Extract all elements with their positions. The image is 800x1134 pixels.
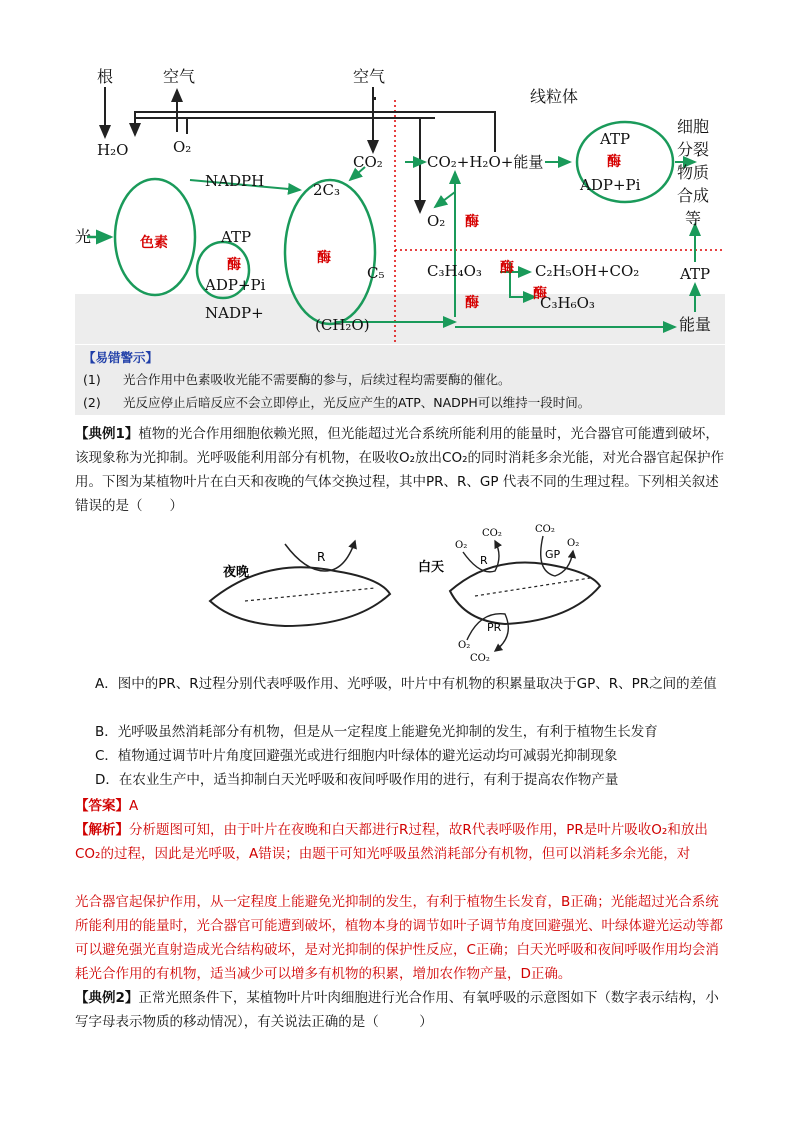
label-ch2o: (CH₂O) [315, 316, 370, 334]
day-co2-label: CO₂ [482, 528, 502, 539]
option-b: B．光呼吸虽然消耗部分有机物，但是从一定程度上能避免光抑制的发生，有利于植物生长发育 [95, 724, 658, 740]
label-ethanol: C₂H₅OH+CO₂ [535, 262, 640, 280]
day-o2-label: O₂ [455, 540, 468, 551]
label-atp-light: ATP [221, 228, 252, 246]
pr-co2-label: CO₂ [470, 653, 490, 664]
photosynthesis-respiration-diagram [75, 62, 725, 344]
warning-item: (1) 光合作用中色素吸收光能不需要酶的参与，后续过程均需要酶的催化。 [83, 372, 511, 387]
label-h2o: H₂O [97, 141, 129, 159]
gp-label: GP [545, 548, 561, 561]
label-enzyme-mito: 酶 [607, 154, 621, 170]
label-co2: CO₂ [353, 153, 383, 171]
label-o2-top: O₂ [173, 138, 192, 156]
label-enzyme-pyruvate: 酶 [465, 295, 479, 311]
svg-text:细胞: 细胞 [677, 117, 710, 136]
pr-label: PR [487, 621, 502, 634]
diagram-bottom-shade [75, 294, 725, 344]
label-enzyme-light: 酶 [227, 257, 241, 273]
label-light: 光 [75, 227, 92, 246]
option-c: C．植物通过调节叶片角度回避强光或进行细胞内叶绿体的避光运动均可减弱光抑制现象 [95, 748, 618, 764]
label-air-2: 空气 [353, 67, 386, 86]
answer: 【答案】A [75, 798, 139, 814]
label-o2-mito: O₂ [427, 212, 446, 230]
label-energy: 能量 [679, 315, 712, 334]
gp-o2-label: O₂ [567, 538, 580, 549]
night-r-label: R [317, 550, 326, 564]
day-leaf [450, 563, 600, 624]
label-nadph: NADPH [205, 172, 265, 190]
svg-text:等: 等 [685, 209, 702, 228]
label-atp-mito: ATP [600, 130, 631, 148]
label-enzyme-lactate: 酶 [533, 286, 547, 302]
label-adp-light: ADP+Pi [205, 276, 266, 294]
svg-text:物质: 物质 [677, 163, 710, 182]
day-r-label: R [480, 554, 488, 567]
label-c3h4o3: C₃H₄O₃ [427, 262, 482, 280]
day-label: 白天 [418, 560, 445, 575]
label-enzyme-ethanol: 酶 [500, 260, 514, 276]
label-enzyme-o2: 酶 [465, 214, 479, 230]
label-nadp: NADP+ [205, 304, 264, 322]
example-1-question: 【典例1】植物的光合作用细胞依赖光照，但光能超过光合系统所能利用的能量时，光合器官可能遭到破坏，该现象称为光抑制。光呼吸能利用部分有机物，在吸收O₂放出CO₂的同时消耗多余光能，对光合器官起保护作用。下图为某植物叶片在白天和夜晚的气体交换过程，其中PR、R、GP 代表不同的生理过程。下列相关叙述错误的是（ ） [75, 426, 725, 514]
gp-co2-label: CO₂ [535, 524, 555, 535]
label-2c3: 2C₃ [313, 181, 341, 199]
warning-box [75, 345, 725, 415]
warning-title: 【易错警示】 [83, 350, 159, 365]
label-pigment: 色素 [140, 235, 168, 251]
example-2-question: 【典例2】正常光照条件下，某植物叶片叶肉细胞进行光合作用、有氧呼吸的示意图如下（数字表示结构，小写字母表示物质的移动情况），有关说法正确的是（ ） [75, 990, 719, 1030]
option-a: A．图中的PR、R过程分别代表呼吸作用、光呼吸，叶片中有机物的积累量取决于GP、R、PR之间的差值 [95, 676, 717, 692]
svg-text:合成: 合成 [677, 186, 710, 205]
option-d: D．在农业生产中，适当抑制白天光呼吸和夜间呼吸作用的进行，有利于提高农作物产量 [95, 772, 619, 788]
label-air-1: 空气 [163, 67, 196, 86]
analysis-part-2: 光合器官起保护作用，从一定程度上能避免光抑制的发生，有利于植物生长发育，B正确；光能超过光合系统所能利用的能量时，光合器官可能遭到破坏，植物本身的调节如叶子调节角度回避强光、叶绿体避光运动等都可以避免强光直射造成光合结构破坏，是对光抑制的保护性反应，C正确；白天光呼吸和夜间呼吸作用均会消耗光合作用的有机物，适当减少可以增多有机物的积累，增加农作物产量，D正确。 [75, 894, 723, 982]
svg-text:分裂: 分裂 [677, 140, 710, 159]
label-c5: C₅ [367, 264, 385, 282]
warning-item: (2) 光反应停止后暗反应不会立即停止，光反应产生的ATP、NADPH可以维持一段时间。 [83, 395, 591, 410]
label-adp-mito: ADP+Pi [580, 176, 641, 194]
label-enzyme-calvin: 酶 [317, 250, 331, 266]
label-resp-equation: CO₂+H₂O+能量 [427, 153, 544, 171]
label-root: 根 [97, 67, 114, 86]
night-label: 夜晚 [223, 565, 250, 580]
label-lactate: C₃H₆O₃ [540, 294, 595, 312]
pr-o2-label: O₂ [458, 640, 471, 651]
label-atp-bottom: ATP [680, 265, 711, 283]
analysis-part-1: 【解析】分析题图可知，由于叶片在夜晚和白天都进行R过程，故R代表呼吸作用，PR是叶片吸收O₂和放出CO₂的过程，因此是光呼吸，A错误；由题干可知光呼吸虽然消耗部分有机物，但可以消耗多余光能，对 [75, 822, 708, 862]
label-cell-division [677, 117, 709, 228]
label-mitochondria: 线粒体 [530, 87, 579, 106]
leaf-gas-exchange-figure [205, 516, 605, 666]
